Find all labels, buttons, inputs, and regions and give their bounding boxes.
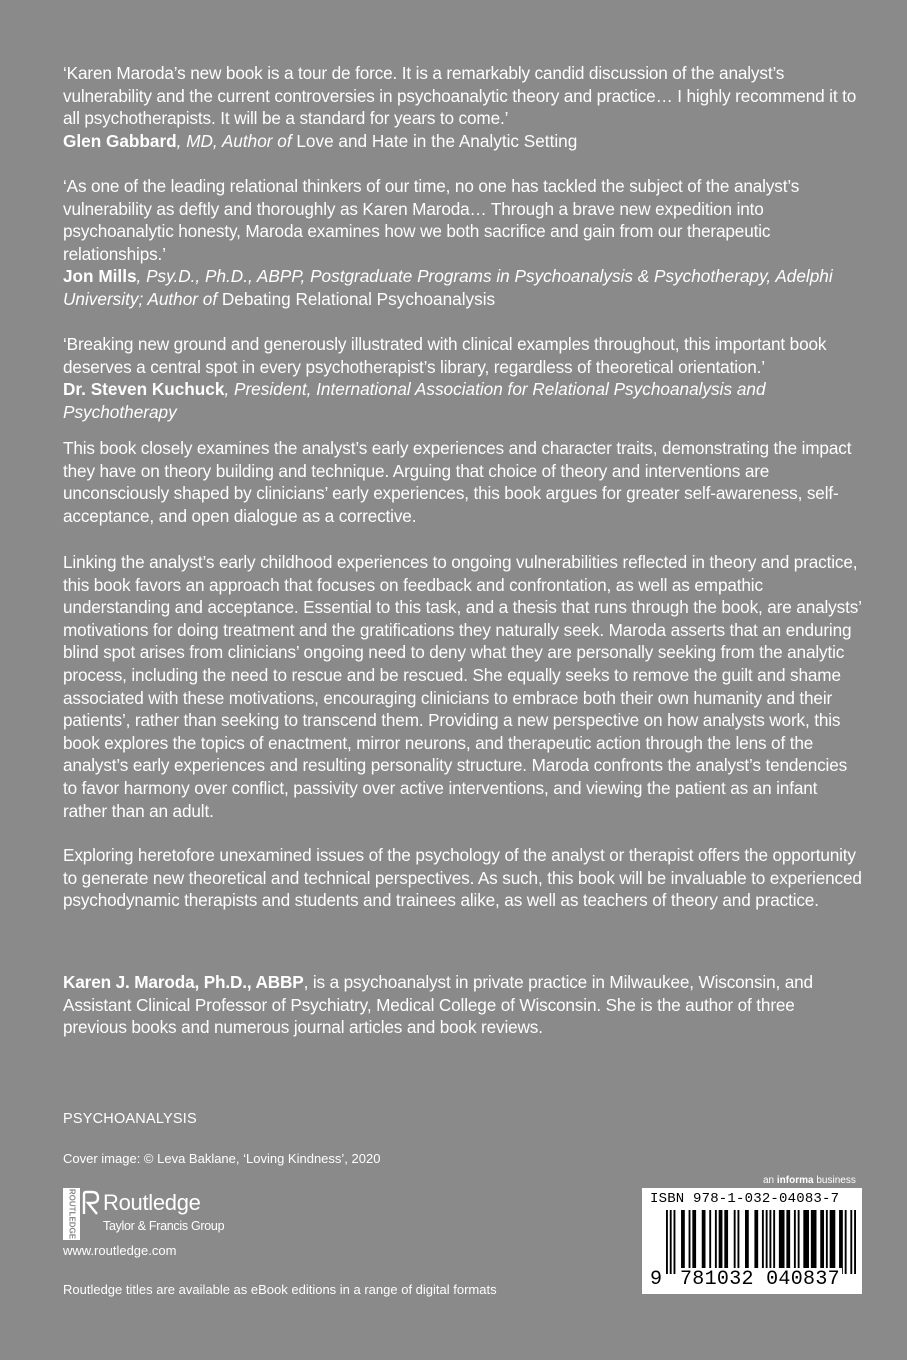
barcode-bar bbox=[702, 1210, 706, 1274]
endorsement-quote-1 bbox=[63, 62, 863, 152]
endorser-credit: , MD, Author of bbox=[176, 130, 297, 151]
endorser-work: Love and Hate in the Analytic Setting bbox=[296, 130, 578, 151]
quote-attribution bbox=[63, 378, 863, 423]
publisher-name: Routledge bbox=[103, 1190, 201, 1215]
barcode-bar bbox=[803, 1210, 809, 1274]
barcode-bar bbox=[692, 1210, 696, 1274]
barcode-bar bbox=[674, 1210, 676, 1274]
publisher-group: Taylor & Francis Group bbox=[103, 1219, 225, 1233]
endorser-credit: , Psy.D., Ph.D., ABPP, Postgraduate Programs in Psychoanalysis & Psychotherapy, Adelphi University; Author of bbox=[63, 266, 833, 309]
routledge-r-icon bbox=[82, 1190, 100, 1216]
barcode-bar bbox=[850, 1210, 852, 1274]
author-bio-text: , is a psychoanalyst in private practice in Milwaukee, Wisconsin, and Assistant Clinical Professor of Psychiatry, Medical College of Wisconsin. She is the author of three previous books and numerous journal articles and book reviews. bbox=[63, 972, 813, 1038]
informa-prefix: an bbox=[763, 1175, 777, 1186]
endorser-work: Debating Relational Psychoanalysis bbox=[221, 288, 496, 309]
barcode-bar bbox=[826, 1210, 828, 1274]
informa-business-label bbox=[763, 1175, 856, 1186]
cover-image-credit: Cover image: © Leva Baklane, ‘Loving Kindness’, 2020 bbox=[63, 1151, 381, 1166]
barcode-bar bbox=[830, 1210, 836, 1274]
ean-digits: 781032 040837 bbox=[680, 1268, 840, 1291]
informa-suffix: business bbox=[813, 1175, 856, 1186]
barcode-bar bbox=[745, 1210, 749, 1274]
barcode-bar bbox=[715, 1210, 717, 1274]
endorser-name: Jon Mills bbox=[63, 266, 137, 287]
description-paragraph-3: Exploring heretofore unexamined issues of the psychology of the analyst or therapist offers the opportunity to generate new theoretical and technical perspectives. As such, this book will be invaluable to experienced psychodynamic therapists and students and trainees alike, as well as teachers of theory and practice. bbox=[63, 845, 862, 911]
barcode-bar bbox=[769, 1210, 771, 1274]
barcode-bar bbox=[719, 1210, 723, 1274]
routledge-mark-icon bbox=[63, 1188, 80, 1240]
barcode-bar bbox=[724, 1210, 728, 1274]
barcode-bar bbox=[754, 1210, 758, 1274]
quote-attribution bbox=[63, 130, 863, 153]
author-name: Karen J. Maroda, Ph.D., ABBP bbox=[63, 972, 304, 992]
isbn-text: ISBN 978-1-032-04083-7 bbox=[650, 1191, 840, 1207]
endorsement-quote-2 bbox=[63, 175, 863, 311]
publisher-logo bbox=[63, 1188, 263, 1240]
barcode-bar bbox=[670, 1210, 672, 1274]
barcode-bar bbox=[845, 1210, 847, 1274]
endorser-credit: , President, International Association for Relational Psychoanalysis and Psychotherapy bbox=[63, 379, 766, 422]
ean-first-digit: 9 bbox=[650, 1268, 663, 1291]
barcode-bar bbox=[681, 1210, 685, 1274]
barcode-bar bbox=[779, 1210, 785, 1274]
barcode-bar bbox=[737, 1210, 739, 1274]
description-paragraph-1: This book closely examines the analyst’s early experiences and character traits, demonstrating the impact they have on theory building and technique. Arguing that choice of theory and interventions are unconsciously shaped by clinicians’ early experiences, this book argues for greater self-awareness, self-acceptance, and open dialogue as a corrective. bbox=[63, 438, 852, 526]
endorser-name: Glen Gabbard bbox=[63, 130, 177, 151]
barcode-bar bbox=[689, 1210, 691, 1274]
ebook-note: Routledge titles are available as eBook editions in a range of digital formats bbox=[63, 1282, 497, 1297]
subject-category: PSYCHOANALYSIS bbox=[63, 1111, 197, 1127]
barcode-bar bbox=[786, 1210, 790, 1274]
barcode-bar bbox=[820, 1210, 824, 1274]
isbn-barcode bbox=[642, 1188, 862, 1294]
barcode-bar bbox=[811, 1210, 817, 1274]
endorsement-quote-3 bbox=[63, 333, 863, 423]
endorser-name: Dr. Steven Kuchuck bbox=[63, 379, 225, 400]
barcode-bar bbox=[798, 1210, 800, 1274]
barcode-bar bbox=[762, 1210, 764, 1274]
quote-text: ‘Breaking new ground and generously illustrated with clinical examples throughout, this important book deserves a central spot in every psychotherapist’s library, regardless of theoretical orientation.’ bbox=[63, 334, 827, 377]
quote-text: ‘Karen Maroda’s new book is a tour de force. It is a remarkably candid discussion of the analyst’s vulnerability and the current controversies in psychoanalytic theory and practice… I highly recommend it to all psychotherapists. It will be a standard for years to come.’ bbox=[63, 63, 857, 129]
barcode-bar bbox=[854, 1210, 856, 1274]
barcode-bar bbox=[666, 1210, 668, 1274]
quote-attribution bbox=[63, 265, 863, 310]
informa-brand: informa bbox=[776, 1175, 814, 1186]
quote-text: ‘As one of the leading relational thinkers of our time, no one has tackled the subject of the analyst’s vulnerability as deftly and thoroughly as Karen Maroda… Through a brave new expedition into psychoanalytic honesty, Maroda examines how we both sacrifice and gain from our therapeutic relationships.’ bbox=[63, 176, 800, 264]
routledge-mark-text: ROUTLEDGE bbox=[67, 1188, 77, 1240]
barcode-bar bbox=[773, 1210, 775, 1274]
barcode-bar bbox=[839, 1210, 843, 1274]
description-paragraph-2: Linking the analyst’s early childhood experiences to ongoing vulnerabilities reflected in theory and practice, this book favors an approach that focuses on feedback and confrontation, as well as empathic understanding and acceptance. Essential to this task, and a thesis that runs through the book, are analysts’ motivations for doing treatment and the gratifications they naturally seek. Maroda asserts that an enduring blind spot arises from clinicians’ ongoing need to deny what they are personally seeking from the analytic process, including the need to rescue and be rescued. She equally seeks to remove the guilt and shame associated with these motivations, encouraging clinicians to embrace both their own humanity and their patients’, rather than seeking to transcend them. Providing a new perspective on how analysts work, this book explores the topics of enactment, mirror neurons, and therapeutic action through the lens of the analyst’s early experiences and resulting personality structure. Maroda confronts the analyst’s tendencies to favor harmony over conflict, passivity over active interventions, and viewing the patient as an infant rather than an adult. bbox=[63, 552, 862, 821]
barcode-bar bbox=[766, 1210, 768, 1274]
barcode-bars bbox=[666, 1210, 856, 1274]
author-bio bbox=[63, 971, 863, 1039]
publisher-website: www.routledge.com bbox=[63, 1243, 177, 1258]
barcode-bar bbox=[734, 1210, 736, 1274]
barcode-bar bbox=[709, 1210, 711, 1274]
barcode-bar bbox=[794, 1210, 796, 1274]
